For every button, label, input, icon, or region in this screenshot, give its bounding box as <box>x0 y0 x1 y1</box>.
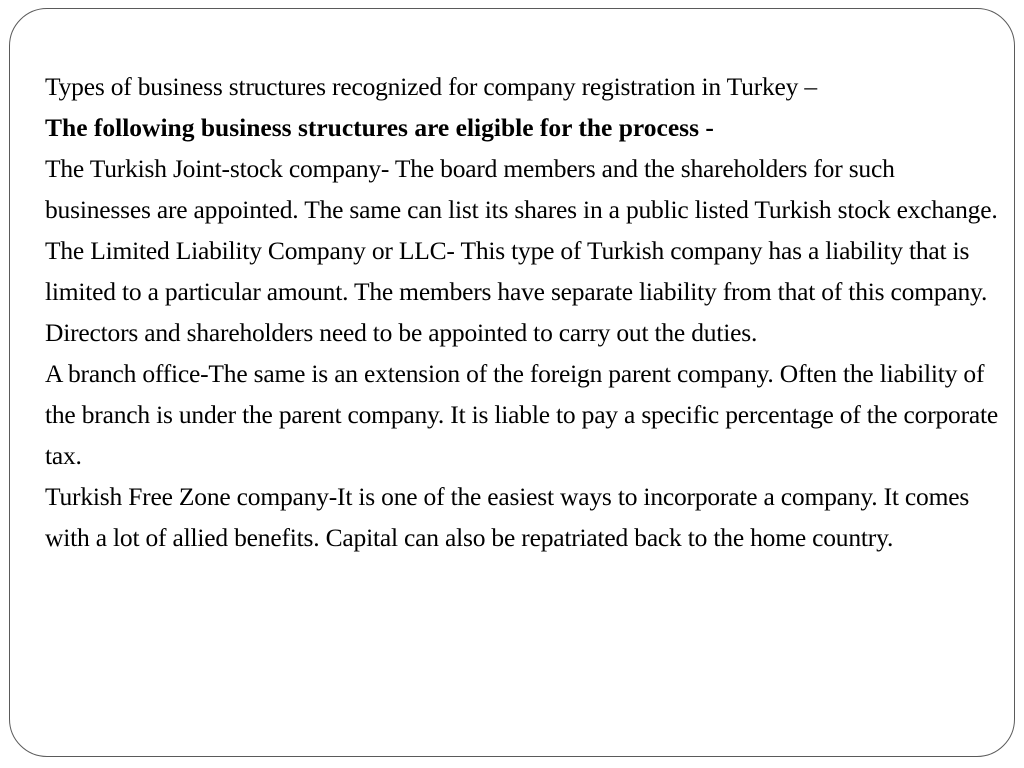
section-heading: The following business structures are eligible for the process - <box>45 113 714 142</box>
paragraph-branch-office: A branch office-The same is an extension of the foreign parent company. Often the liability of the branch is under the parent company. It is liable to pay a specific percentage of the corporate tax. <box>45 359 998 470</box>
intro-line: Types of business structures recognized for company registration in Turkey – <box>45 72 817 101</box>
paragraph-directors: Directors and shareholders need to be appointed to carry out the duties. <box>45 318 758 347</box>
paragraph-free-zone: Turkish Free Zone company-It is one of the easiest ways to incorporate a company. It comes with a lot of allied benefits. Capital can also be repatriated back to the home country. <box>45 482 970 552</box>
slide-body <box>45 66 1005 558</box>
paragraph-joint-stock: The Turkish Joint-stock company- The board members and the shareholders for such businesses are appointed. The same can list its shares in a public listed Turkish stock exchange. <box>45 154 998 224</box>
paragraph-llc: The Limited Liability Company or LLC- This type of Turkish company has a liability that is limited to a particular amount. The members have separate liability from that of this company. <box>45 236 988 306</box>
